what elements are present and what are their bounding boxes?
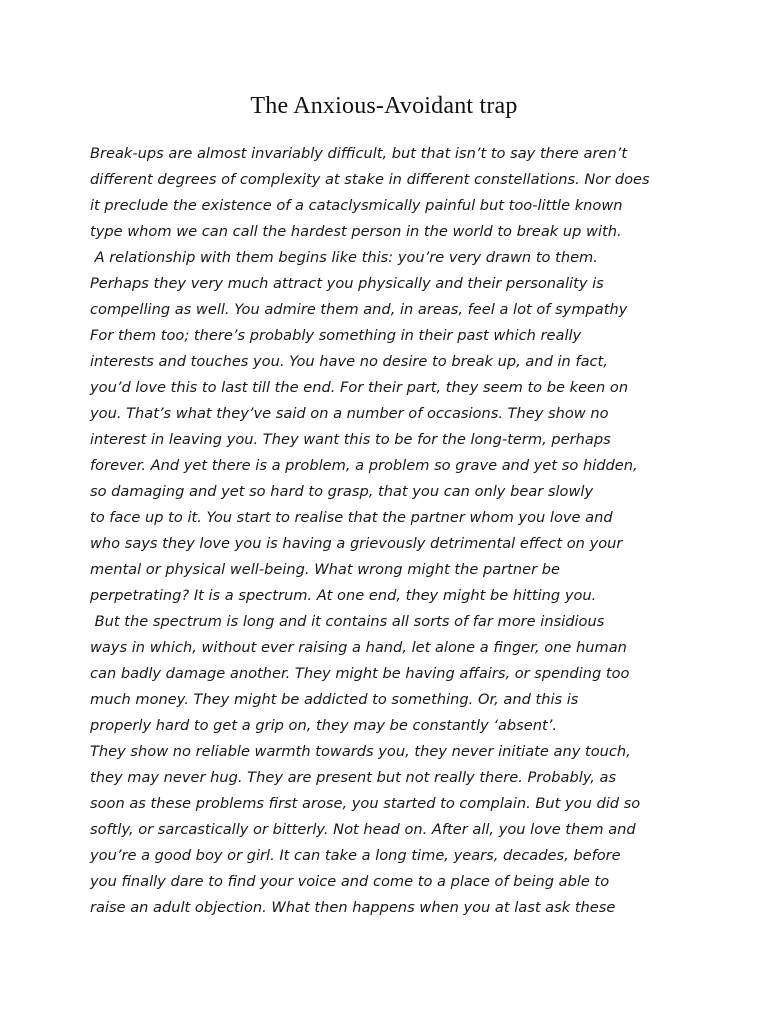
text-line: type whom we can call the hardest person in the world to break up with. [90, 223, 622, 240]
text-line: mental or physical well-being. What wrong might the partner be [90, 561, 560, 578]
text-line: compelling as well. You admire them and, in areas, feel a lot of sympathy [90, 301, 628, 318]
text-line: soon as these problems first arose, you started to complain. But you did so [90, 795, 641, 812]
text-line: Perhaps they very much attract you physically and their personality is [90, 275, 604, 292]
text-line: it preclude the existence of a cataclysmically painful but too-little known [90, 197, 623, 214]
text-line: Break-ups are almost invariably difficult, but that isn’t to say there aren’t [90, 145, 628, 162]
text-line: you. That’s what they’ve said on a number of occasions. They show no [90, 405, 609, 422]
text-line: For them too; there’s probably something in their past which really [90, 327, 582, 344]
text-line: who says they love you is having a grievously detrimental effect on your [90, 535, 623, 552]
text-line: can badly damage another. They might be having affairs, or spending too [90, 665, 630, 682]
text-line: ways in which, without ever raising a hand, let alone a finger, one human [90, 639, 627, 656]
text-line: they may never hug. They are present but not really there. Probably, as [90, 769, 617, 786]
document-title: The Anxious-Avoidant trap [250, 93, 518, 119]
text-line: But the spectrum is long and it contains all sorts of far more insidious [90, 613, 605, 630]
text-line: A relationship with them begins like this: you’re very drawn to them. [90, 249, 598, 266]
text-line: interests and touches you. You have no desire to break up, and in fact, [90, 353, 608, 370]
text-line: you’re a good boy or girl. It can take a long time, years, decades, before [90, 847, 621, 864]
text-line: forever. And yet there is a problem, a problem so grave and yet so hidden, [90, 457, 638, 474]
document-body [90, 141, 690, 921]
text-line: different degrees of complexity at stake in different constellations. Nor does [90, 171, 650, 188]
text-line: interest in leaving you. They want this to be for the long-term, perhaps [90, 431, 611, 448]
text-line: properly hard to get a grip on, they may be constantly ‘absent’. [90, 717, 557, 734]
text-line: They show no reliable warmth towards you, they never initiate any touch, [90, 743, 631, 760]
text-line: you’d love this to last till the end. For their part, they seem to be keen on [90, 379, 629, 396]
text-line: perpetrating? It is a spectrum. At one end, they might be hitting you. [90, 587, 597, 604]
text-line: you finally dare to find your voice and come to a place of being able to [90, 873, 610, 890]
text-line: much money. They might be addicted to something. Or, and this is [90, 691, 579, 708]
text-line: so damaging and yet so hard to grasp, that you can only bear slowly [90, 483, 594, 500]
text-line: raise an adult objection. What then happens when you at last ask these [90, 899, 616, 916]
text-line: to face up to it. You start to realise that the partner whom you love and [90, 509, 613, 526]
text-line: softly, or sarcastically or bitterly. Not head on. After all, you love them and [90, 821, 636, 838]
